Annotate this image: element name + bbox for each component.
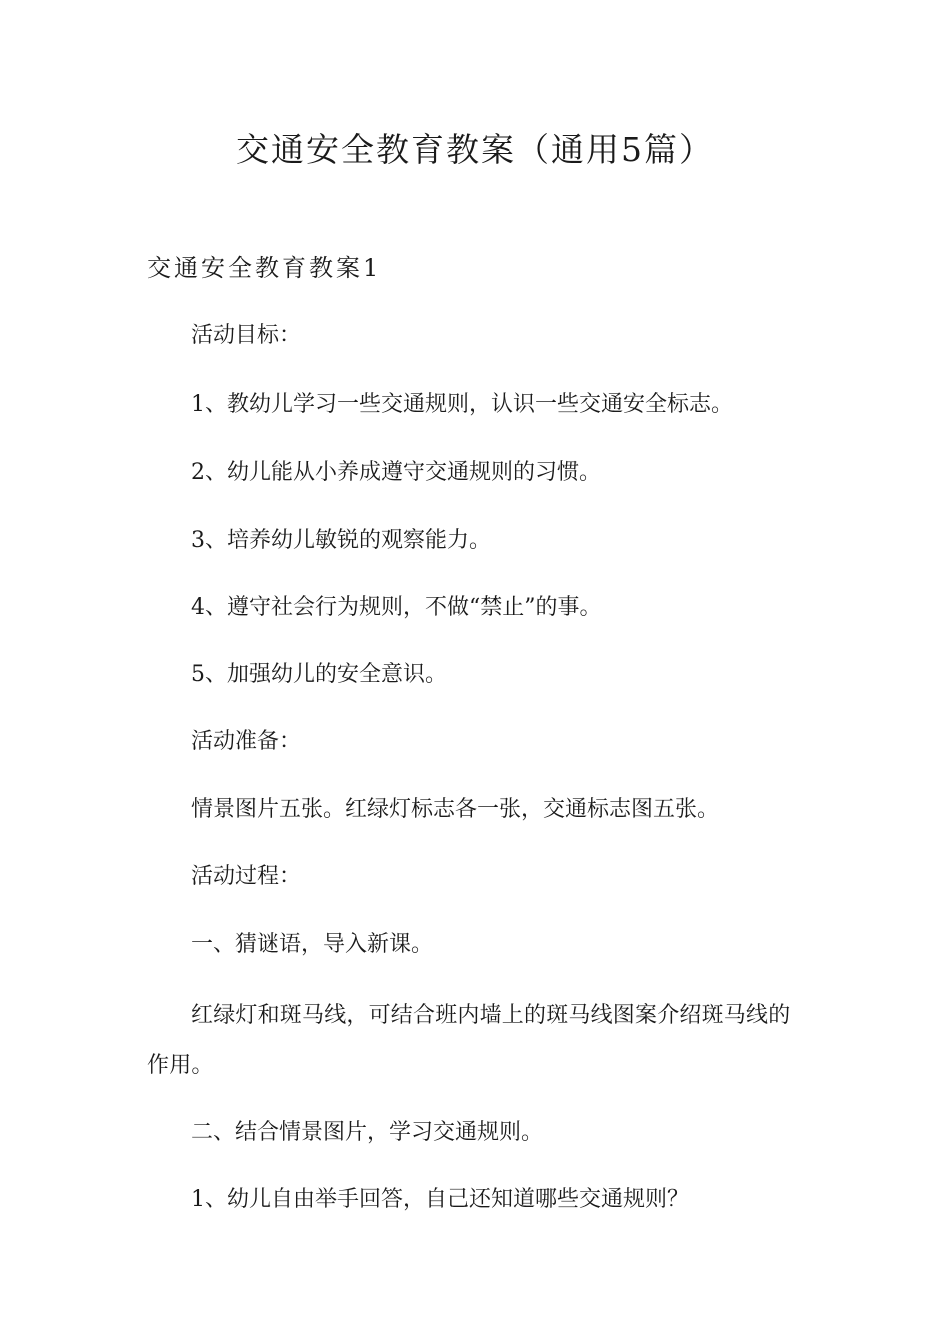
- paragraph-goal-5: 5、加强幼儿的安全意识。: [191, 662, 447, 687]
- paragraph-goal-3: 3、培养幼儿敏锐的观察能力。: [191, 528, 491, 553]
- paragraph-step-2: 二、结合情景图片，学习交通规则。: [191, 1120, 544, 1145]
- paragraph-preparation-label: 活动准备：: [191, 729, 302, 754]
- paragraph-goal-2: 2、幼儿能从小养成遵守交通规则的习惯。: [191, 460, 601, 485]
- paragraph-preparation-text: 情景图片五张。红绿灯标志各一张，交通标志图五张。: [191, 797, 720, 822]
- document-title: 交通安全教育教案（通用5篇）: [236, 130, 714, 169]
- paragraph-activity-goals-label: 活动目标：: [191, 323, 302, 348]
- paragraph-goal-4: 4、遵守社会行为规则，不做“禁止”的事。: [191, 595, 602, 620]
- paragraph-goal-1: 1、教幼儿学习一些交通规则，认识一些交通安全标志。: [191, 392, 733, 417]
- paragraph-step-1-detail: 红绿灯和斑马线，可结合班内墙上的斑马线图案介绍斑马线的作用。: [147, 1003, 791, 1078]
- paragraph-step-2-item-1: 1、幼儿自由举手回答，自己还知道哪些交通规则？: [191, 1187, 689, 1212]
- paragraph-process-label: 活动过程：: [191, 864, 302, 889]
- paragraph-step-1: 一、猜谜语，导入新课。: [191, 932, 434, 957]
- section-heading: 交通安全教育教案1: [147, 254, 382, 282]
